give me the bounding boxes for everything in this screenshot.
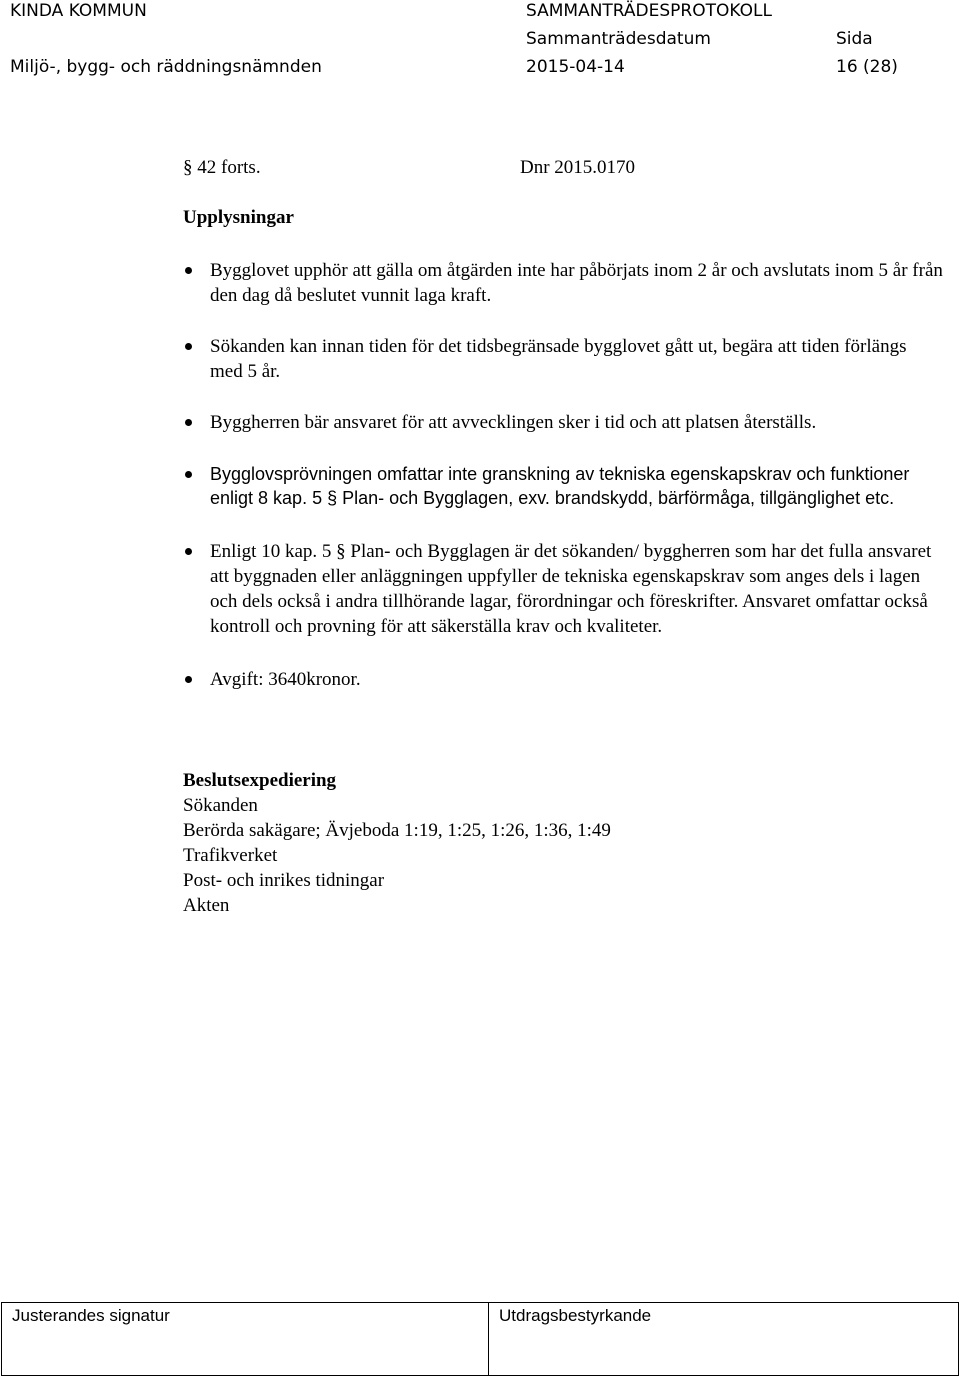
list-item	[183, 410, 943, 435]
list-item-text: Bygglovsprövningen omfattar inte granskning av tekniska egenskapskrav och funktioner enligt 8 kap. 5 § Plan- och Bygglagen, exv. brandskydd, bärförmåga, tillgänglighet etc.	[210, 464, 910, 508]
list-item-text: Sökanden kan innan tiden för det tidsbegränsade bygglovet gått ut, begära att tiden förlängs med 5 år.	[210, 336, 907, 382]
list-item-text: Bygglovet upphör att gälla om åtgärden inte har påbörjats inom 2 år och avslutats inom 5 år från den dag då beslutet vunnit laga kraft.	[210, 260, 943, 306]
org-name: KINDA KOMMUN	[10, 1, 147, 21]
signature-field	[2, 1303, 489, 1375]
bullet-icon	[185, 676, 192, 683]
distribution-section	[183, 768, 611, 918]
bullet-icon	[185, 419, 192, 426]
paragraph-number	[183, 155, 261, 180]
list-item	[183, 334, 943, 384]
list-item	[183, 539, 943, 639]
signature-label: Justerandes signatur	[12, 1306, 170, 1325]
bullet-icon	[185, 471, 192, 478]
certification-field	[489, 1303, 651, 1375]
meeting-date: 2015-04-14	[526, 57, 625, 77]
page-number: 16 (28)	[836, 57, 898, 77]
dnr: Dnr 2015.0170	[520, 157, 636, 178]
page-label: Sida	[836, 29, 873, 49]
bullet-icon	[185, 267, 192, 274]
list-item	[183, 462, 943, 510]
list-item	[183, 667, 943, 692]
certification-label: Utdragsbestyrkande	[499, 1306, 652, 1325]
document-type: SAMMANTRÄDESPROTOKOLL	[526, 1, 772, 21]
distribution-line: Trafikverket	[183, 845, 278, 866]
bullet-icon	[185, 548, 192, 555]
date-label: Sammanträdesdatum	[526, 29, 711, 49]
list-item	[183, 258, 943, 308]
paragraph-text: 42 forts.	[197, 157, 261, 178]
list-item-text: Enligt 10 kap. 5 § Plan- och Bygglagen är det sökanden/ byggherren som har det fulla ansvaret att byggnaden eller anläggningen uppfyller de tekniska egenskapskrav som anges dels i lagen och dels också i andra tillhörande lagar, förordningar och föreskrifter. Ansvaret omfattar också kontroll och provning för att säkerställa krav och kvaliteter.	[210, 541, 932, 637]
paragraph-symbol: §	[183, 157, 193, 178]
distribution-line: Post- och inrikes tidningar	[183, 870, 385, 891]
distribution-line: Sökanden	[183, 795, 258, 816]
information-list	[183, 258, 943, 719]
list-item-text: Avgift: 3640kronor.	[210, 669, 361, 690]
signature-box	[1, 1302, 959, 1376]
distribution-line: Berörda sakägare; Ävjeboda 1:19, 1:25, 1:26, 1:36, 1:49	[183, 820, 611, 841]
distribution-line: Akten	[183, 895, 230, 916]
section-heading: Upplysningar	[183, 207, 294, 228]
list-item-text: Byggherren bär ansvaret för att avvecklingen sker i tid och att platsen återställs.	[210, 412, 817, 433]
bullet-icon	[185, 343, 192, 350]
distribution-heading: Beslutsexpediering	[183, 770, 337, 791]
committee-name: Miljö-, bygg- och räddningsnämnden	[10, 57, 322, 77]
